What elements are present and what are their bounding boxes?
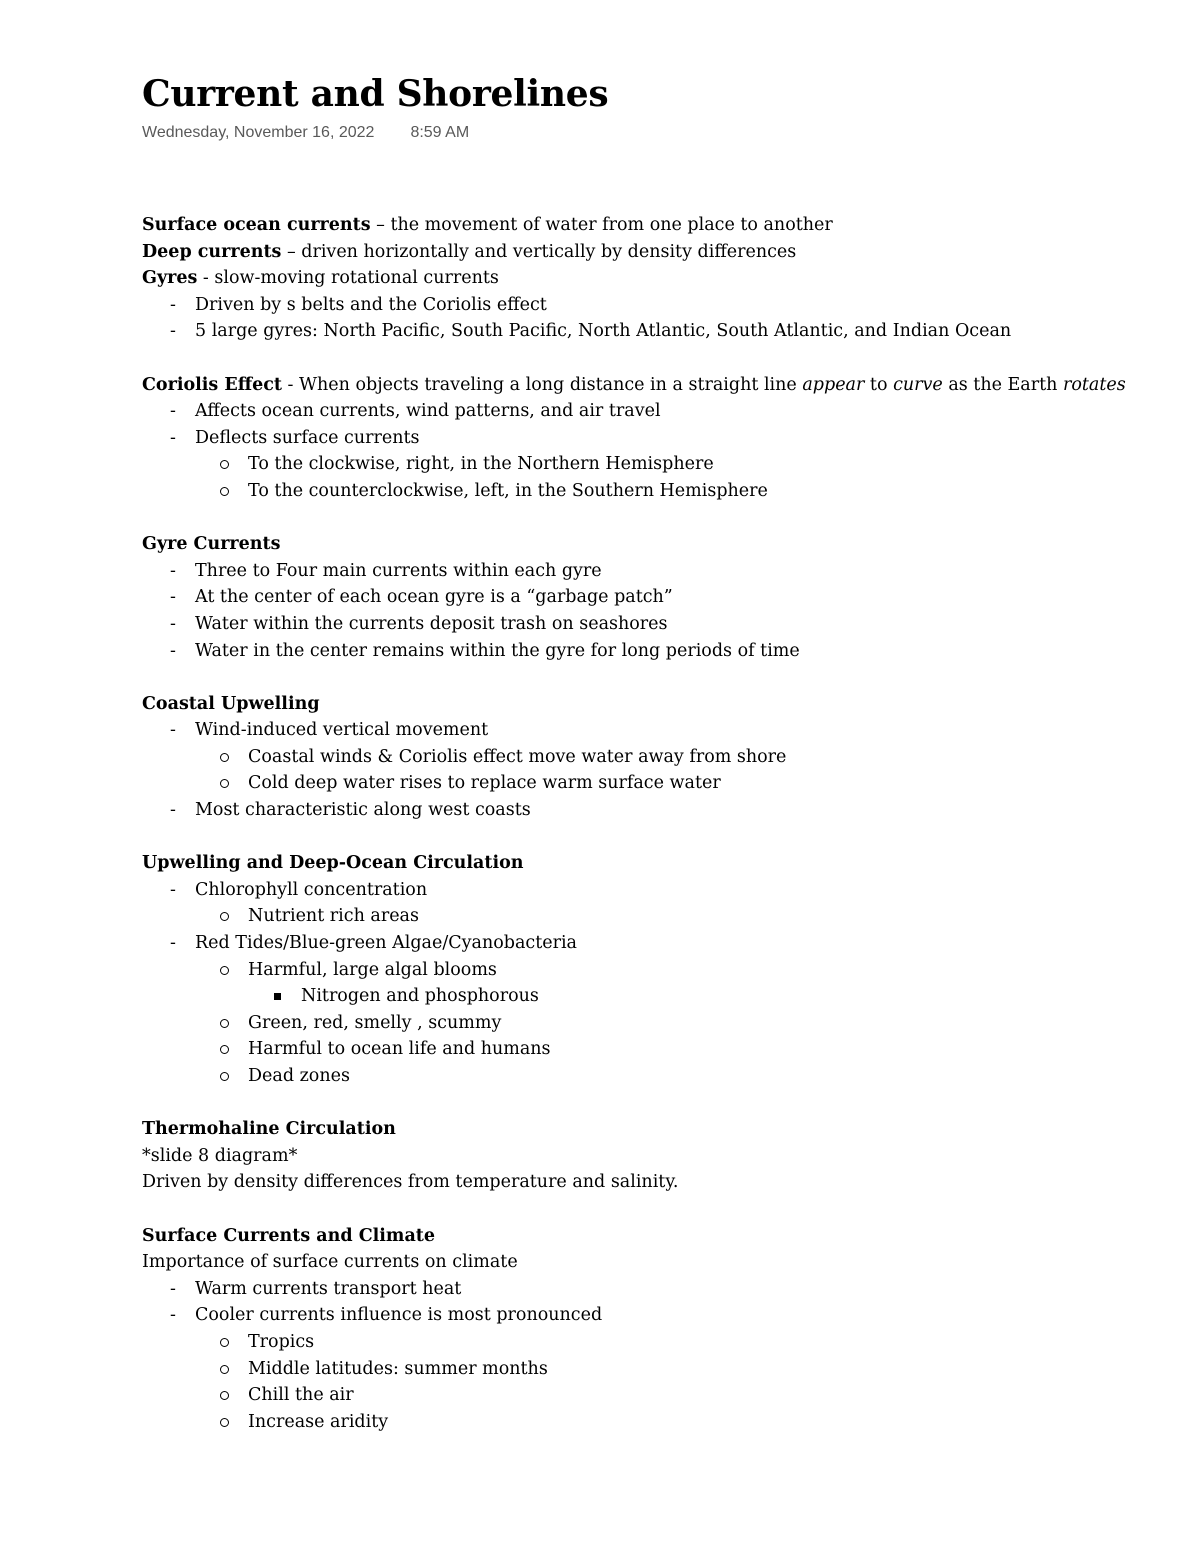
- note-timestamp: [142, 124, 1152, 148]
- circle-bullet-icon: [220, 1338, 229, 1347]
- section-heading: Gyre Currents: [142, 534, 281, 555]
- text-run: to: [864, 374, 894, 395]
- list-item: [142, 318, 1152, 345]
- list-item-text: At the center of each ocean gyre is a “garbage patch”: [195, 587, 673, 608]
- list-item: [142, 903, 1152, 930]
- list-item: [142, 425, 1152, 452]
- circle-bullet-icon: [220, 487, 229, 496]
- list-item-text: Warm currents transport heat: [195, 1278, 462, 1299]
- dash-bullet-icon: -: [170, 587, 176, 608]
- dash-bullet-icon: -: [170, 800, 176, 821]
- list-item: [142, 611, 1152, 638]
- dash-bullet-icon: -: [170, 1305, 176, 1326]
- dash-bullet-icon: -: [170, 720, 176, 741]
- page-title: Current and Shorelines: [142, 73, 609, 115]
- list-item: [142, 717, 1152, 744]
- circle-bullet-icon: [220, 1019, 229, 1028]
- list-item-text: Water within the currents deposit trash on seashores: [195, 613, 668, 634]
- list-item-text: Chlorophyll concentration: [195, 879, 428, 900]
- paragraph: Driven by density differences from temperature and salinity.: [142, 1172, 679, 1193]
- list-item-text: Wind-induced vertical movement: [195, 720, 489, 741]
- note-date: Wednesday, November 16, 2022: [142, 124, 375, 141]
- list-item-text: Dead zones: [248, 1066, 350, 1086]
- list-item-text: Chill the air: [248, 1385, 354, 1406]
- circle-bullet-icon: [220, 1391, 229, 1400]
- list-item: [142, 398, 1152, 425]
- list-item-text: Red Tides/Blue-green Algae/Cyanobacteria: [195, 933, 577, 954]
- circle-bullet-icon: [220, 1365, 229, 1374]
- list-item-text: Harmful to ocean life and humans: [248, 1039, 551, 1060]
- list-item: [142, 957, 1152, 984]
- term: Deep currents: [142, 241, 282, 262]
- list-item-text: Cold deep water rises to replace warm surface water: [248, 773, 721, 794]
- list-item-text: Cooler currents influence is most pronounced: [195, 1305, 603, 1326]
- section-heading: Surface Currents and Climate: [142, 1225, 435, 1246]
- list-item-text: To the counterclockwise, left, in the Southern Hemisphere: [248, 480, 768, 501]
- list-item: [142, 1329, 1152, 1356]
- term: Surface ocean currents: [142, 215, 371, 235]
- term: Gyres: [142, 268, 198, 289]
- list-item-text: Harmful, large algal blooms: [248, 959, 497, 980]
- list-item: [142, 1356, 1152, 1383]
- list-item-text: Nutrient rich areas: [248, 906, 419, 927]
- section-heading: Thermohaline Circulation: [142, 1119, 396, 1140]
- dash-bullet-icon: -: [170, 640, 176, 661]
- list-item-text: Increase aridity: [248, 1411, 389, 1432]
- term: Coriolis Effect: [142, 374, 282, 395]
- list-item-text: Coastal winds & Coriolis effect move water away from shore: [248, 746, 787, 767]
- circle-bullet-icon: [220, 460, 229, 469]
- list-item: [142, 744, 1152, 771]
- list-item: [142, 1382, 1152, 1409]
- list-item-text: Nitrogen and phosphorous: [301, 986, 539, 1007]
- circle-bullet-icon: [220, 779, 229, 788]
- list-item: [142, 770, 1152, 797]
- list-item: [142, 1063, 1152, 1090]
- list-item: [142, 1010, 1152, 1037]
- paragraph: [142, 239, 1152, 266]
- list-item: [142, 1036, 1152, 1063]
- circle-bullet-icon: [220, 1072, 229, 1081]
- list-item: [142, 478, 1152, 505]
- list-item: [142, 638, 1152, 665]
- text-run: rotates: [1062, 374, 1126, 395]
- list-item-text: Tropics: [248, 1331, 315, 1352]
- list-item-text: Water in the center remains within the gyre for long periods of time: [195, 640, 800, 661]
- circle-bullet-icon: [220, 753, 229, 762]
- definition: - slow-moving rotational currents: [197, 268, 499, 289]
- list-item: [142, 797, 1152, 824]
- list-item: [142, 1276, 1152, 1303]
- list-item-text: Deflects surface currents: [195, 427, 420, 448]
- square-bullet-icon: [274, 993, 281, 1000]
- list-item: [142, 1302, 1152, 1329]
- list-item-text: Middle latitudes: summer months: [248, 1358, 548, 1379]
- circle-bullet-icon: [220, 912, 229, 921]
- list-item: [142, 558, 1152, 585]
- dash-bullet-icon: -: [170, 427, 176, 448]
- list-item-text: Most characteristic along west coasts: [195, 800, 531, 821]
- dash-bullet-icon: -: [170, 933, 176, 954]
- dash-bullet-icon: -: [170, 560, 176, 581]
- definition: – the movement of water from one place to another: [370, 215, 833, 235]
- list-item: [142, 1409, 1152, 1436]
- paragraph: Importance of surface currents on climate: [142, 1252, 518, 1273]
- paragraph: [142, 265, 1152, 292]
- list-item: [142, 877, 1152, 904]
- note-time: 8:59 AM: [410, 124, 470, 141]
- list-item: [142, 292, 1152, 319]
- list-item-text: Green, red, smelly , scummy: [248, 1012, 502, 1033]
- list-item: [142, 451, 1152, 478]
- list-item-text: Driven by s belts and the Coriolis effect: [195, 294, 547, 315]
- list-item-text: Three to Four main currents within each gyre: [195, 560, 602, 581]
- list-item: [142, 983, 1152, 1010]
- note-body: [142, 212, 1152, 1435]
- text-run: curve: [893, 374, 943, 395]
- list-item-text: 5 large gyres: North Pacific, South Pacific, North Atlantic, South Atlantic, and Indian Ocean: [195, 321, 1012, 342]
- section-heading: Coastal Upwelling: [142, 693, 320, 714]
- paragraph: *slide 8 diagram*: [142, 1145, 298, 1166]
- circle-bullet-icon: [220, 966, 229, 975]
- dash-bullet-icon: -: [170, 879, 176, 900]
- list-item-text: Affects ocean currents, wind patterns, and air travel: [195, 401, 661, 422]
- dash-bullet-icon: -: [170, 321, 176, 342]
- circle-bullet-icon: [220, 1045, 229, 1054]
- paragraph: [142, 212, 1152, 239]
- definition: – driven horizontally and vertically by density differences: [281, 241, 797, 262]
- list-item: [142, 930, 1152, 957]
- section-heading: Upwelling and Deep-Ocean Circulation: [142, 853, 524, 874]
- text-run: as the Earth: [942, 374, 1063, 395]
- dash-bullet-icon: -: [170, 1278, 176, 1299]
- dash-bullet-icon: -: [170, 613, 176, 634]
- dash-bullet-icon: -: [170, 401, 176, 422]
- list-item-text: To the clockwise, right, in the Northern Hemisphere: [248, 454, 714, 475]
- text-run: appear: [802, 374, 865, 395]
- text-run: - When objects traveling a long distance in a straight line: [281, 374, 803, 395]
- circle-bullet-icon: [220, 1418, 229, 1427]
- note-page: [142, 70, 1152, 1432]
- dash-bullet-icon: -: [170, 294, 176, 315]
- list-item: [142, 584, 1152, 611]
- paragraph: [142, 372, 1152, 399]
